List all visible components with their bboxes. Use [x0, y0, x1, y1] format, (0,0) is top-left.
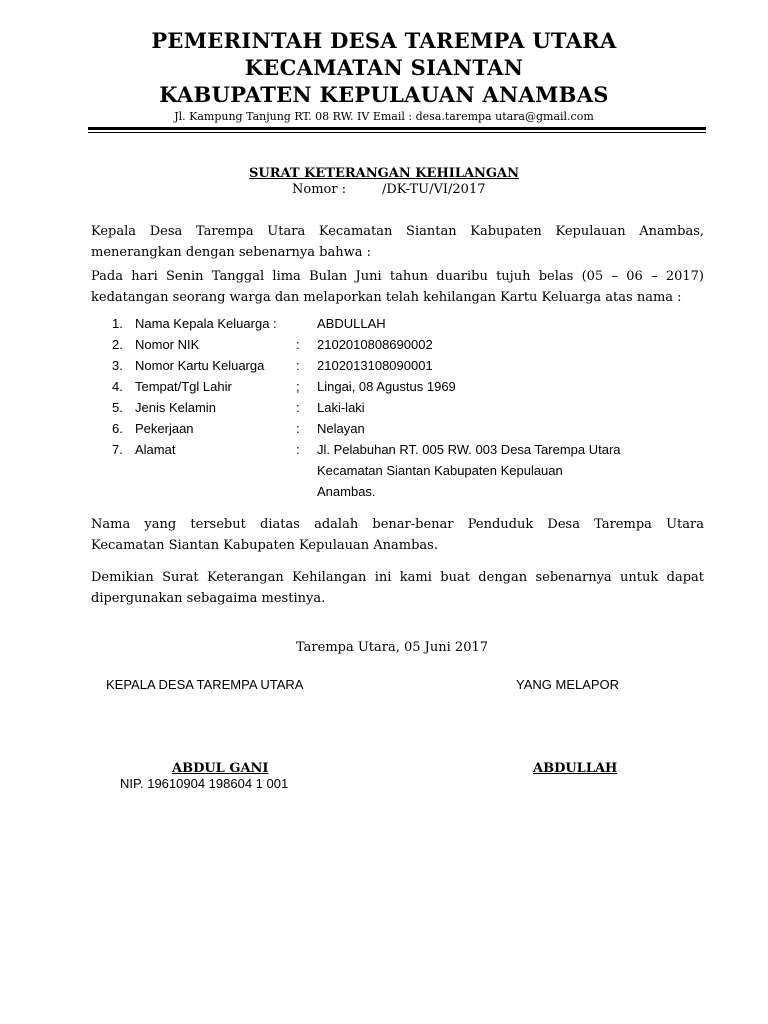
opening-line-1: Kepala Desa Tarempa Utara Kecamatan Siantan Kabupaten Kepulauan Anambas,	[91, 224, 704, 239]
closing-paragraph	[91, 567, 704, 609]
letterhead-government: PEMERINTAH DESA TAREMPA UTARA	[151, 28, 617, 53]
letterhead-regency: KABUPATEN KEPULAUAN ANAMBAS	[159, 82, 609, 107]
detail-row-birth	[91, 376, 704, 397]
detail-row-address-cont-1	[91, 460, 704, 481]
detail-label: Nomor Kartu Keluarga	[135, 358, 265, 373]
document-number	[292, 182, 486, 197]
place-and-date: Tarempa Utara, 05 Juni 2017	[296, 640, 489, 655]
detail-value-continued: Anambas.	[317, 484, 376, 499]
document-number-value: /DK-TU/VI/2017	[382, 182, 486, 197]
detail-colon: :	[296, 421, 300, 436]
detail-row-nik	[91, 334, 704, 355]
detail-row-name	[91, 313, 704, 334]
detail-label: Alamat	[135, 442, 176, 457]
detail-value: 2102013108090001	[317, 358, 433, 373]
detail-value: Lingai, 08 Agustus 1969	[317, 379, 456, 394]
signatory-name-reporter: ABDULLAH	[533, 761, 618, 776]
letterhead-district: KECAMATAN SIANTAN	[244, 55, 524, 80]
detail-label: Jenis Kelamin	[135, 400, 216, 415]
closing-line-2: dipergunakan sebagaima mestinya.	[91, 591, 326, 606]
detail-value-continued: Kecamatan Siantan Kabupaten Kepulauan	[317, 463, 563, 478]
detail-value: Nelayan	[317, 421, 365, 436]
letterhead-rule-thin	[88, 132, 706, 133]
signatory-role-village-head: KEPALA DESA TAREMPA UTARA	[106, 677, 304, 692]
detail-label: Pekerjaan	[135, 421, 194, 436]
document-number-label: Nomor :	[292, 182, 347, 197]
closing-line-1: Demikian Surat Keterangan Kehilangan ini kami buat dengan sebenarnya untuk dapat	[91, 570, 704, 585]
detail-colon: :	[296, 358, 300, 373]
opening-line-2: menerangkan dengan sebenarnya bahwa :	[91, 245, 371, 260]
letterhead-address: Jl. Kampung Tanjung RT. 08 RW. IV Email : desa.tarempa utara@gmail.com	[174, 110, 594, 123]
detail-value: Jl. Pelabuhan RT. 005 RW. 003 Desa Tarempa Utara	[317, 442, 621, 457]
detail-colon: ;	[296, 379, 300, 394]
detail-number: 1.	[112, 316, 123, 331]
detail-number: 4.	[112, 379, 123, 394]
opening-paragraph	[91, 221, 704, 263]
statement-line-2: Kecamatan Siantan Kabupaten Kepulauan Anambas.	[91, 538, 438, 553]
detail-colon: :	[296, 337, 300, 352]
detail-number: 5.	[112, 400, 123, 415]
detail-label: Nomor NIK	[135, 337, 200, 352]
document-title	[0, 166, 768, 181]
detail-row-address-cont-2	[91, 481, 704, 502]
detail-number: 7.	[112, 442, 123, 457]
detail-value: 2102010808690002	[317, 337, 433, 352]
statement-paragraph	[91, 514, 704, 556]
report-line-2: kedatangan seorang warga dan melaporkan telah kehilangan Kartu Keluarga atas nama :	[91, 290, 682, 305]
detail-row-address	[91, 439, 704, 460]
detail-value: ABDULLAH	[317, 316, 386, 331]
document-title-text: SURAT KETERANGAN KEHILANGAN	[248, 166, 520, 181]
detail-value: Laki-laki	[317, 400, 365, 415]
detail-number: 2.	[112, 337, 123, 352]
signatory-name-village-head: ABDUL GANI	[172, 761, 269, 776]
family-head-details	[91, 313, 704, 502]
detail-colon: :	[296, 442, 300, 457]
detail-label: Tempat/Tgl Lahir	[135, 379, 232, 394]
signatory-role-reporter: YANG MELAPOR	[516, 677, 620, 692]
detail-row-gender	[91, 397, 704, 418]
detail-row-occupation	[91, 418, 704, 439]
report-line-1: Pada hari Senin Tanggal lima Bulan Juni tahun duaribu tujuh belas (05 – 06 – 2017)	[91, 269, 704, 284]
detail-number: 3.	[112, 358, 123, 373]
signatory-nip: NIP. 19610904 198604 1 001	[120, 776, 289, 791]
letterhead-rule-thick	[88, 127, 706, 130]
detail-number: 6.	[112, 421, 123, 436]
detail-colon: :	[296, 400, 300, 415]
detail-row-family-card	[91, 355, 704, 376]
detail-label: Nama Kepala Keluarga :	[135, 316, 277, 331]
statement-line-1: Nama yang tersebut diatas adalah benar-benar Penduduk Desa Tarempa Utara	[91, 517, 704, 532]
report-paragraph	[91, 266, 704, 308]
